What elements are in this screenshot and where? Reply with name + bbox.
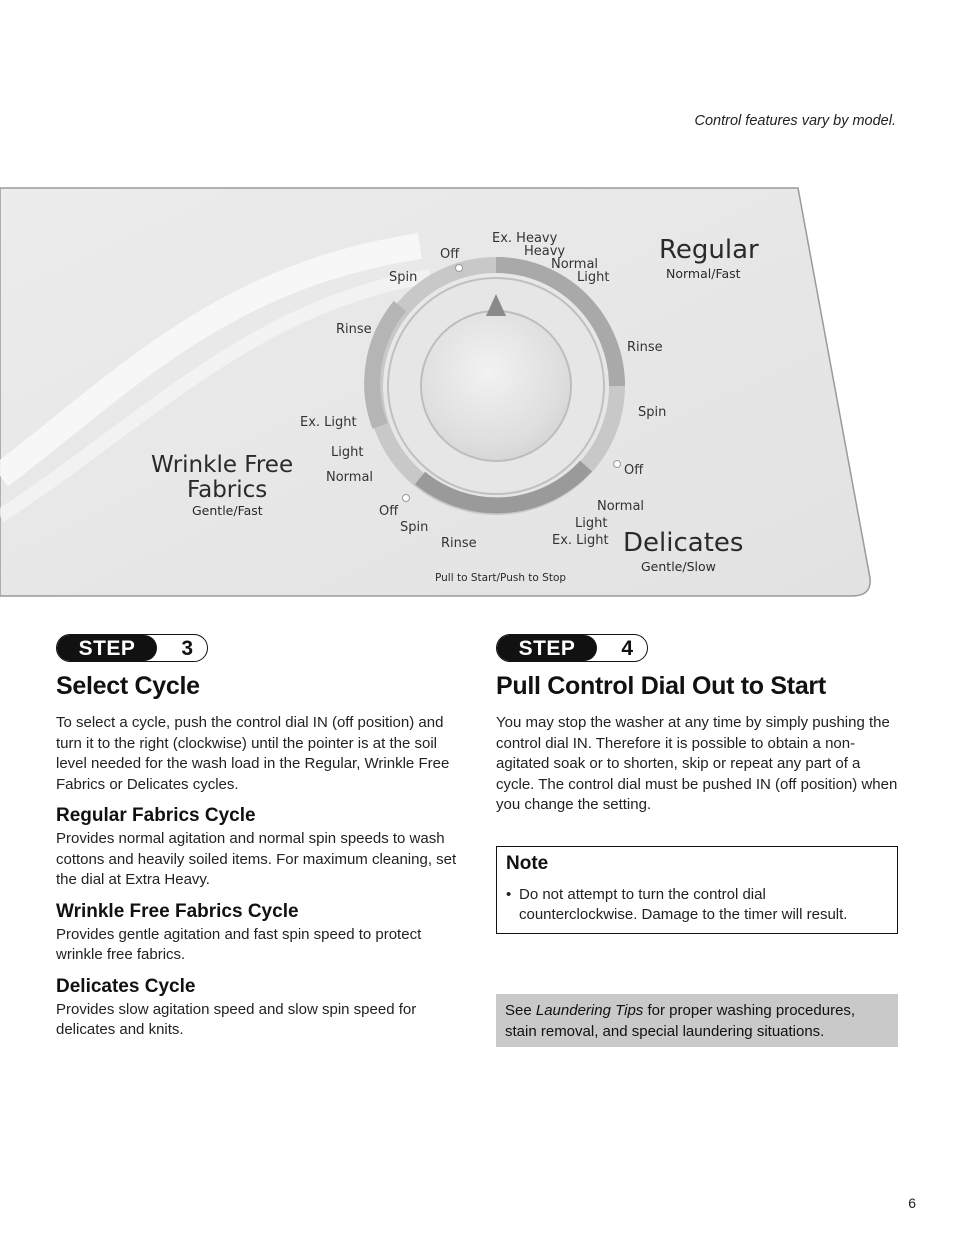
label-spin-regular: Spin <box>638 405 667 420</box>
label-ex-light-delicates: Ex. Light <box>552 533 609 548</box>
wrinkle-free-text: Provides gentle agitation and fast spin speed to protect wrinkle free fabrics. <box>56 925 422 963</box>
control-dial[interactable] <box>421 311 571 461</box>
label-light-wrinkle: Light <box>331 445 364 460</box>
label-light-regular: Light <box>577 270 610 285</box>
pull-dial-intro: You may stop the washer at any time by simply pushing the control dial IN. Therefore it is possible to obtain a non-agitated soak or to shorten, skip or repeat any part of a cycle. The control dial must be pushed IN (off position) when you change the setting. <box>496 714 898 813</box>
pull-dial-heading: Pull Control Dial Out to Start <box>496 672 826 700</box>
label-rinse-wrinkle: Rinse <box>336 322 372 337</box>
note-text: Do not attempt to turn the control dial counterclockwise. Damage to the timer will result. <box>519 885 848 923</box>
page-number: 6 <box>908 1195 916 1211</box>
tip-prefix: See <box>505 1001 536 1019</box>
wrinkle-free-heading: Wrinkle Free Fabrics Cycle <box>56 900 299 922</box>
regular-subtitle: Normal/Fast <box>666 266 741 281</box>
select-cycle-intro: To select a cycle, push the control dial IN (off position) and turn it to the right (clockwise) until the pointer is at the soil level needed for the wash load in the Regular, Wrinkle Free Fabrics or Delicates cycles. <box>56 714 450 793</box>
delicates-heading: Delicates Cycle <box>56 975 196 997</box>
note-bullet <box>506 885 887 925</box>
label-rinse-delicates: Rinse <box>441 536 477 551</box>
wrinkle-title-line1: Wrinkle Free <box>151 452 294 478</box>
label-normal-regular: Normal <box>551 257 599 272</box>
label-spin-delicates: Spin <box>400 520 429 535</box>
step-number: 3 <box>181 637 193 660</box>
step-label: STEP <box>497 635 597 661</box>
note-box <box>496 846 898 934</box>
step-3-section <box>56 634 466 1041</box>
label-ex-light-wrinkle: Ex. Light <box>300 415 357 430</box>
step-label: STEP <box>57 635 157 661</box>
delicates-text: Provides slow agitation speed and slow spin speed for delicates and knits. <box>56 1000 417 1038</box>
label-off-delicates: Off <box>379 504 399 519</box>
note-title: Note <box>506 852 549 874</box>
label-normal-wrinkle: Normal <box>326 470 374 485</box>
label-light-delicates: Light <box>575 516 608 531</box>
label-heavy: Heavy <box>524 244 566 259</box>
tip-suffix: for proper washing procedures, stain removal, and special laundering situations. <box>505 1001 856 1040</box>
wrinkle-subtitle: Gentle/Fast <box>192 503 263 518</box>
regular-title: Regular <box>659 235 759 265</box>
label-rinse-regular: Rinse <box>627 340 663 355</box>
label-ex-heavy: Ex. Heavy <box>492 231 558 246</box>
laundering-tips-link: Laundering Tips <box>535 1001 644 1019</box>
wrinkle-title-line2: Fabrics <box>187 477 268 503</box>
model-note: Control features vary by model. <box>694 113 896 129</box>
delicates-subtitle: Gentle/Slow <box>641 559 716 574</box>
delicates-title: Delicates <box>623 528 744 558</box>
step-3-badge <box>56 634 208 662</box>
label-off-wrinkle: Off <box>440 247 460 262</box>
step-4-badge <box>496 634 648 662</box>
label-normal-delicates: Normal <box>597 499 645 514</box>
select-cycle-heading: Select Cycle <box>56 672 200 700</box>
step-number: 4 <box>621 637 633 660</box>
control-panel-illustration <box>0 186 954 598</box>
regular-fabrics-heading: Regular Fabrics Cycle <box>56 805 256 826</box>
pull-to-start-label: Pull to Start/Push to Stop <box>435 572 567 584</box>
step-4-section <box>496 634 898 1047</box>
laundering-tips-box <box>496 994 898 1047</box>
bullet-icon: • <box>506 885 512 903</box>
label-spin-wrinkle: Spin <box>389 270 418 285</box>
regular-fabrics-text: Provides normal agitation and normal spin speeds to wash cottons and heavily soiled items. For maximum cleaning, set the dial at Extra Heavy. <box>56 830 457 888</box>
label-off-regular: Off <box>624 463 644 478</box>
